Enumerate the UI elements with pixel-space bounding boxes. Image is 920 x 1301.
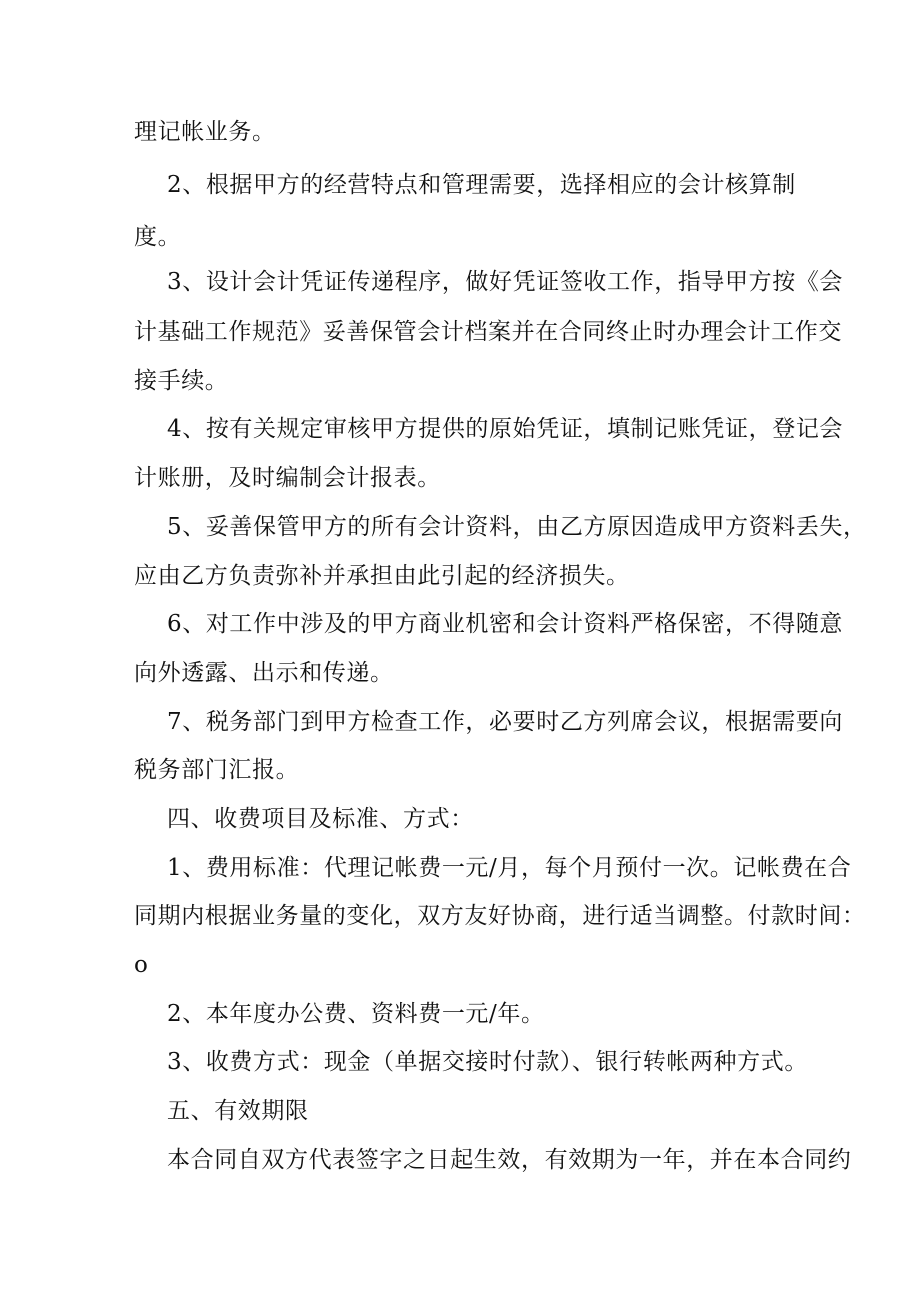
text-line: 本合同自双方代表签字之日起生效，有效期为一年，并在本合同约 xyxy=(167,1147,852,1173)
text-line: 5、妥善保管甲方的所有会计资料，由乙方原因造成甲方资料丢失， xyxy=(167,514,867,540)
text-line: 税务部门汇报。 xyxy=(134,757,300,783)
text-line: 4、按有关规定审核甲方提供的原始凭证，填制记账凭证，登记会 xyxy=(167,416,844,442)
text-line: 理记帐业务。 xyxy=(134,119,276,145)
text-line: 7、税务部门到甲方检查工作，必要时乙方列席会议，根据需要向 xyxy=(167,709,844,735)
text-line: 向外透露、出示和传递。 xyxy=(134,660,394,686)
text-line: 同期内根据业务量的变化，双方友好协商，进行适当调整。付款时间： xyxy=(134,903,866,929)
text-line: 2、本年度办公费、资料费一元/年。 xyxy=(167,1001,545,1027)
text-line: 1、费用标准：代理记帐费一元/月，每个月预付一次。记帐费在合 xyxy=(167,855,852,881)
text-line: 6、对工作中涉及的甲方商业机密和会计资料严格保密，不得随意 xyxy=(167,611,844,637)
text-line: 3、设计会计凭证传递程序，做好凭证签收工作，指导甲方按《会 xyxy=(167,269,844,295)
text-line: 度。 xyxy=(134,224,182,250)
text-line: 应由乙方负责弥补并承担由此引起的经济损失。 xyxy=(134,563,630,589)
section-heading: 四、收费项目及标准、方式： xyxy=(167,806,474,832)
text-line: 3、收费方式：现金（单据交接时付款）、银行转帐两种方式。 xyxy=(167,1049,808,1075)
text-line: 计账册，及时编制会计报表。 xyxy=(134,465,441,491)
section-heading: 五、有效期限 xyxy=(167,1098,309,1124)
text-line: 计基础工作规范》妥善保管会计档案并在合同终止时办理会计工作交 xyxy=(134,319,842,345)
text-line: o xyxy=(134,952,149,978)
text-line: 2、根据甲方的经营特点和管理需要，选择相应的会计核算制 xyxy=(167,172,796,198)
text-line: 接手续。 xyxy=(134,368,229,394)
